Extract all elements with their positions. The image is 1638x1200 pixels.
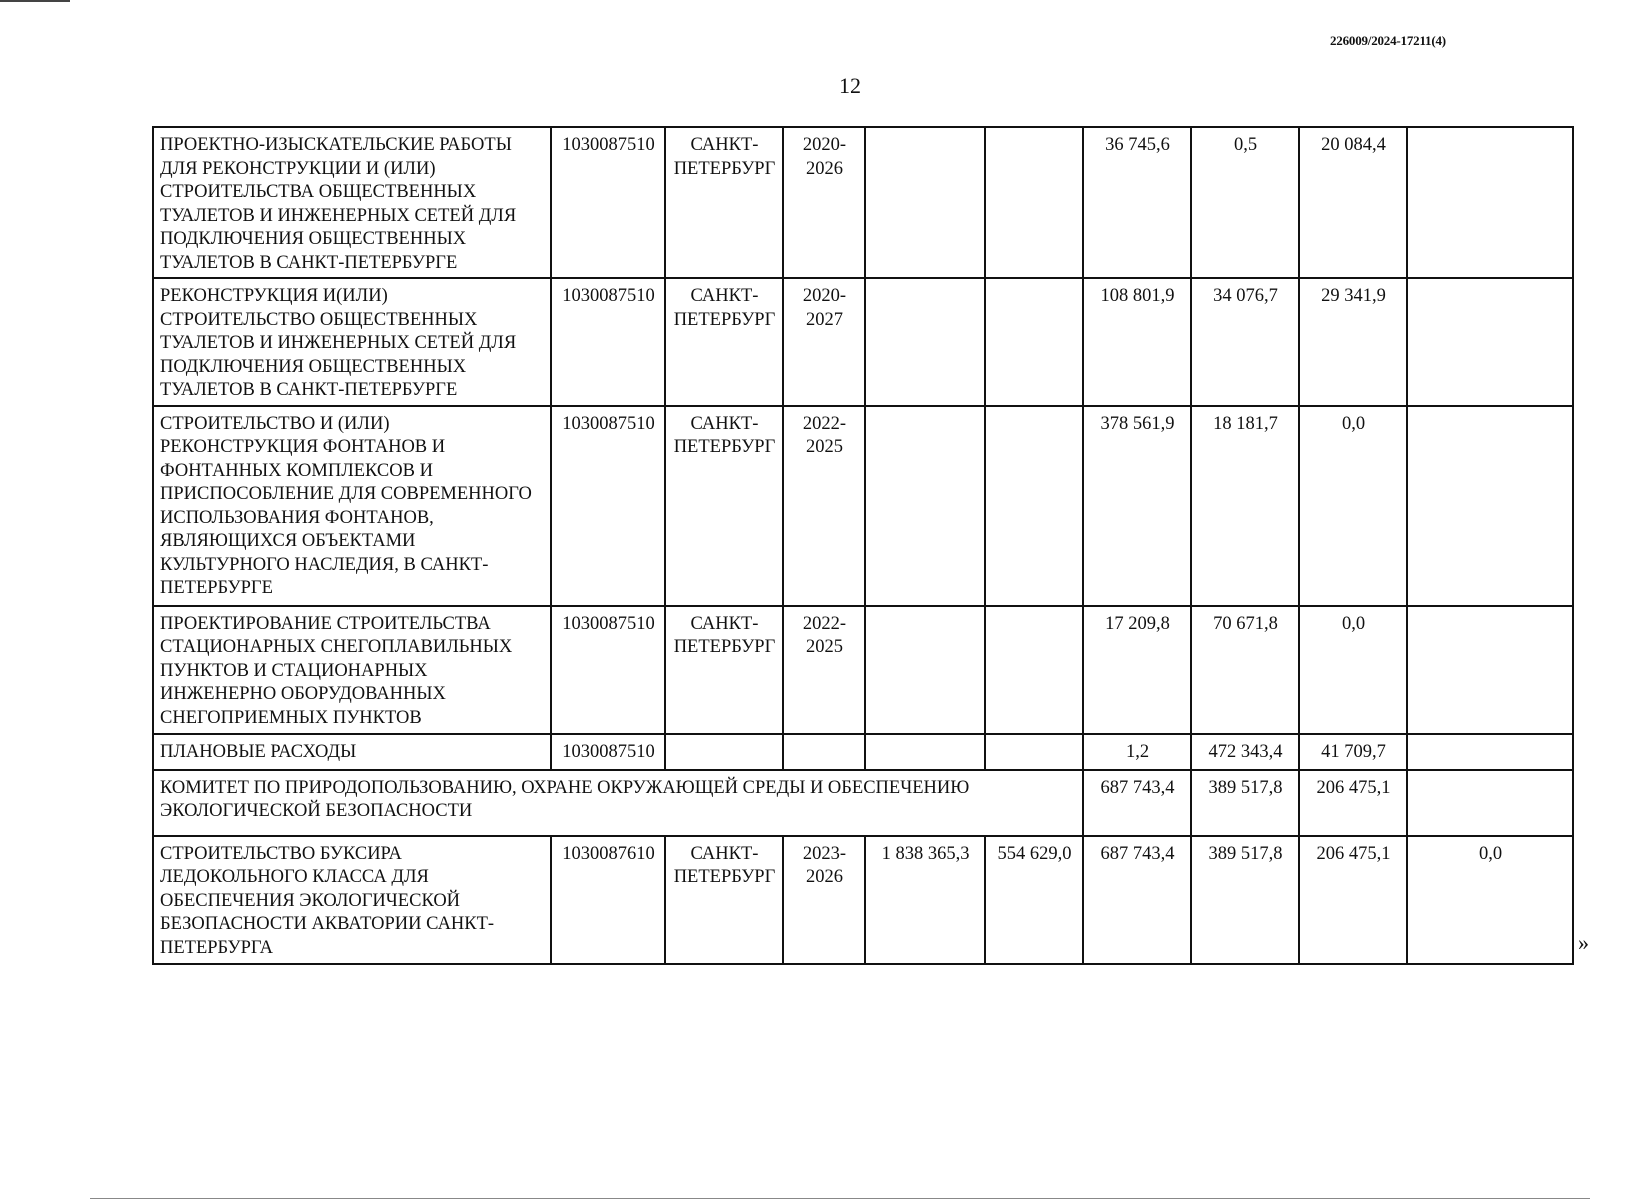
section-title: КОМИТЕТ ПО ПРИРОДОПОЛЬЗОВАНИЮ, ОХРАНЕ ОКРУЖАЮЩЕЙ СРЕДЫ И ОБЕСПЕЧЕНИЮ ЭКОЛОГИЧЕСКОЙ БЕЗОПАСНОСТИ xyxy=(153,770,1083,836)
page-number: 12 xyxy=(839,73,861,98)
value-cell: 0,5 xyxy=(1191,127,1299,278)
value-cell xyxy=(865,406,985,606)
value-cell xyxy=(1407,770,1573,836)
item-code: 1030087510 xyxy=(551,127,665,278)
value-cell: 108 801,9 xyxy=(1083,278,1191,406)
value-cell xyxy=(985,127,1083,278)
table-row xyxy=(153,406,1573,606)
table-row xyxy=(153,278,1573,406)
value-cell: 554 629,0 xyxy=(985,836,1083,964)
value-cell: 18 181,7 xyxy=(1191,406,1299,606)
value-cell xyxy=(985,606,1083,734)
value-cell xyxy=(985,734,1083,770)
table-row xyxy=(153,836,1573,964)
value-cell: 34 076,7 xyxy=(1191,278,1299,406)
value-cell: 1 838 365,3 xyxy=(865,836,985,964)
value-cell xyxy=(865,734,985,770)
value-cell xyxy=(1407,278,1573,406)
table-row xyxy=(153,606,1573,734)
item-city: САНКТ-ПЕТЕРБУРГ xyxy=(665,836,783,964)
item-name: ПЛАНОВЫЕ РАСХОДЫ xyxy=(153,734,551,770)
item-code: 1030087610 xyxy=(551,836,665,964)
value-cell: 0,0 xyxy=(1407,836,1573,964)
value-cell: 206 475,1 xyxy=(1299,770,1407,836)
section-row xyxy=(153,770,1573,836)
value-cell: 389 517,8 xyxy=(1191,836,1299,964)
value-cell: 20 084,4 xyxy=(1299,127,1407,278)
item-city: САНКТ-ПЕТЕРБУРГ xyxy=(665,278,783,406)
item-city: САНКТ-ПЕТЕРБУРГ xyxy=(665,606,783,734)
item-name: РЕКОНСТРУКЦИЯ И(ИЛИ) СТРОИТЕЛЬСТВО ОБЩЕСТВЕННЫХ ТУАЛЕТОВ И ИНЖЕНЕРНЫХ СЕТЕЙ ДЛЯ ПОДКЛЮЧЕНИЯ ОБЩЕСТВЕННЫХ ТУАЛЕТОВ В САНКТ-ПЕТЕРБУРГЕ xyxy=(153,278,551,406)
value-cell xyxy=(1407,734,1573,770)
value-cell: 389 517,8 xyxy=(1191,770,1299,836)
value-cell: 1,2 xyxy=(1083,734,1191,770)
item-code: 1030087510 xyxy=(551,734,665,770)
item-years: 2022-2025 xyxy=(783,406,865,606)
value-cell xyxy=(1407,406,1573,606)
value-cell: 70 671,8 xyxy=(1191,606,1299,734)
item-name: ПРОЕКТНО-ИЗЫСКАТЕЛЬСКИЕ РАБОТЫ ДЛЯ РЕКОНСТРУКЦИИ И (ИЛИ) СТРОИТЕЛЬСТВА ОБЩЕСТВЕННЫХ ТУАЛЕТОВ И ИНЖЕНЕРНЫХ СЕТЕЙ ДЛЯ ПОДКЛЮЧЕНИЯ ОБЩЕСТВЕННЫХ ТУАЛЕТОВ В САНКТ-ПЕТЕРБУРГЕ xyxy=(153,127,551,278)
value-cell xyxy=(985,278,1083,406)
value-cell: 378 561,9 xyxy=(1083,406,1191,606)
item-years: 2023-2026 xyxy=(783,836,865,964)
item-city: САНКТ-ПЕТЕРБУРГ xyxy=(665,406,783,606)
item-years xyxy=(783,734,865,770)
document-id: 226009/2024-17211(4) xyxy=(1330,33,1446,48)
item-code: 1030087510 xyxy=(551,606,665,734)
value-cell: 41 709,7 xyxy=(1299,734,1407,770)
item-city: САНКТ-ПЕТЕРБУРГ xyxy=(665,127,783,278)
closing-quote-mark: » xyxy=(1578,930,1589,955)
value-cell: 0,0 xyxy=(1299,406,1407,606)
value-cell: 687 743,4 xyxy=(1083,770,1191,836)
table-row xyxy=(153,734,1573,770)
value-cell xyxy=(1407,606,1573,734)
value-cell xyxy=(865,278,985,406)
value-cell xyxy=(865,606,985,734)
value-cell: 472 343,4 xyxy=(1191,734,1299,770)
value-cell: 0,0 xyxy=(1299,606,1407,734)
item-city xyxy=(665,734,783,770)
value-cell: 17 209,8 xyxy=(1083,606,1191,734)
item-name: СТРОИТЕЛЬСТВО БУКСИРА ЛЕДОКОЛЬНОГО КЛАССА ДЛЯ ОБЕСПЕЧЕНИЯ ЭКОЛОГИЧЕСКОЙ БЕЗОПАСНОСТИ АКВАТОРИИ САНКТ-ПЕТЕРБУРГА xyxy=(153,836,551,964)
value-cell: 206 475,1 xyxy=(1299,836,1407,964)
item-name: СТРОИТЕЛЬСТВО И (ИЛИ) РЕКОНСТРУКЦИЯ ФОНТАНОВ И ФОНТАННЫХ КОМПЛЕКСОВ И ПРИСПОСОБЛЕНИЕ ДЛЯ СОВРЕМЕННОГО ИСПОЛЬЗОВАНИЯ ФОНТАНОВ, ЯВЛЯЮЩИХСЯ ОБЪЕКТАМИ КУЛЬТУРНОГО НАСЛЕДИЯ, В САНКТ-ПЕТЕРБУРГЕ xyxy=(153,406,551,606)
item-code: 1030087510 xyxy=(551,278,665,406)
budget-table xyxy=(152,126,1574,965)
value-cell: 687 743,4 xyxy=(1083,836,1191,964)
item-years: 2022-2025 xyxy=(783,606,865,734)
value-cell xyxy=(985,406,1083,606)
bottom-scan-edge xyxy=(90,1198,1590,1199)
item-years: 2020-2027 xyxy=(783,278,865,406)
value-cell xyxy=(1407,127,1573,278)
item-name: ПРОЕКТИРОВАНИЕ СТРОИТЕЛЬСТВА СТАЦИОНАРНЫХ СНЕГОПЛАВИЛЬНЫХ ПУНКТОВ И СТАЦИОНАРНЫХ ИНЖЕНЕРНО ОБОРУДОВАННЫХ СНЕГОПРИЕМНЫХ ПУНКТОВ xyxy=(153,606,551,734)
item-code: 1030087510 xyxy=(551,406,665,606)
table-row xyxy=(153,127,1573,278)
value-cell: 36 745,6 xyxy=(1083,127,1191,278)
value-cell xyxy=(865,127,985,278)
item-years: 2020-2026 xyxy=(783,127,865,278)
value-cell: 29 341,9 xyxy=(1299,278,1407,406)
top-edge-mark xyxy=(0,0,70,2)
